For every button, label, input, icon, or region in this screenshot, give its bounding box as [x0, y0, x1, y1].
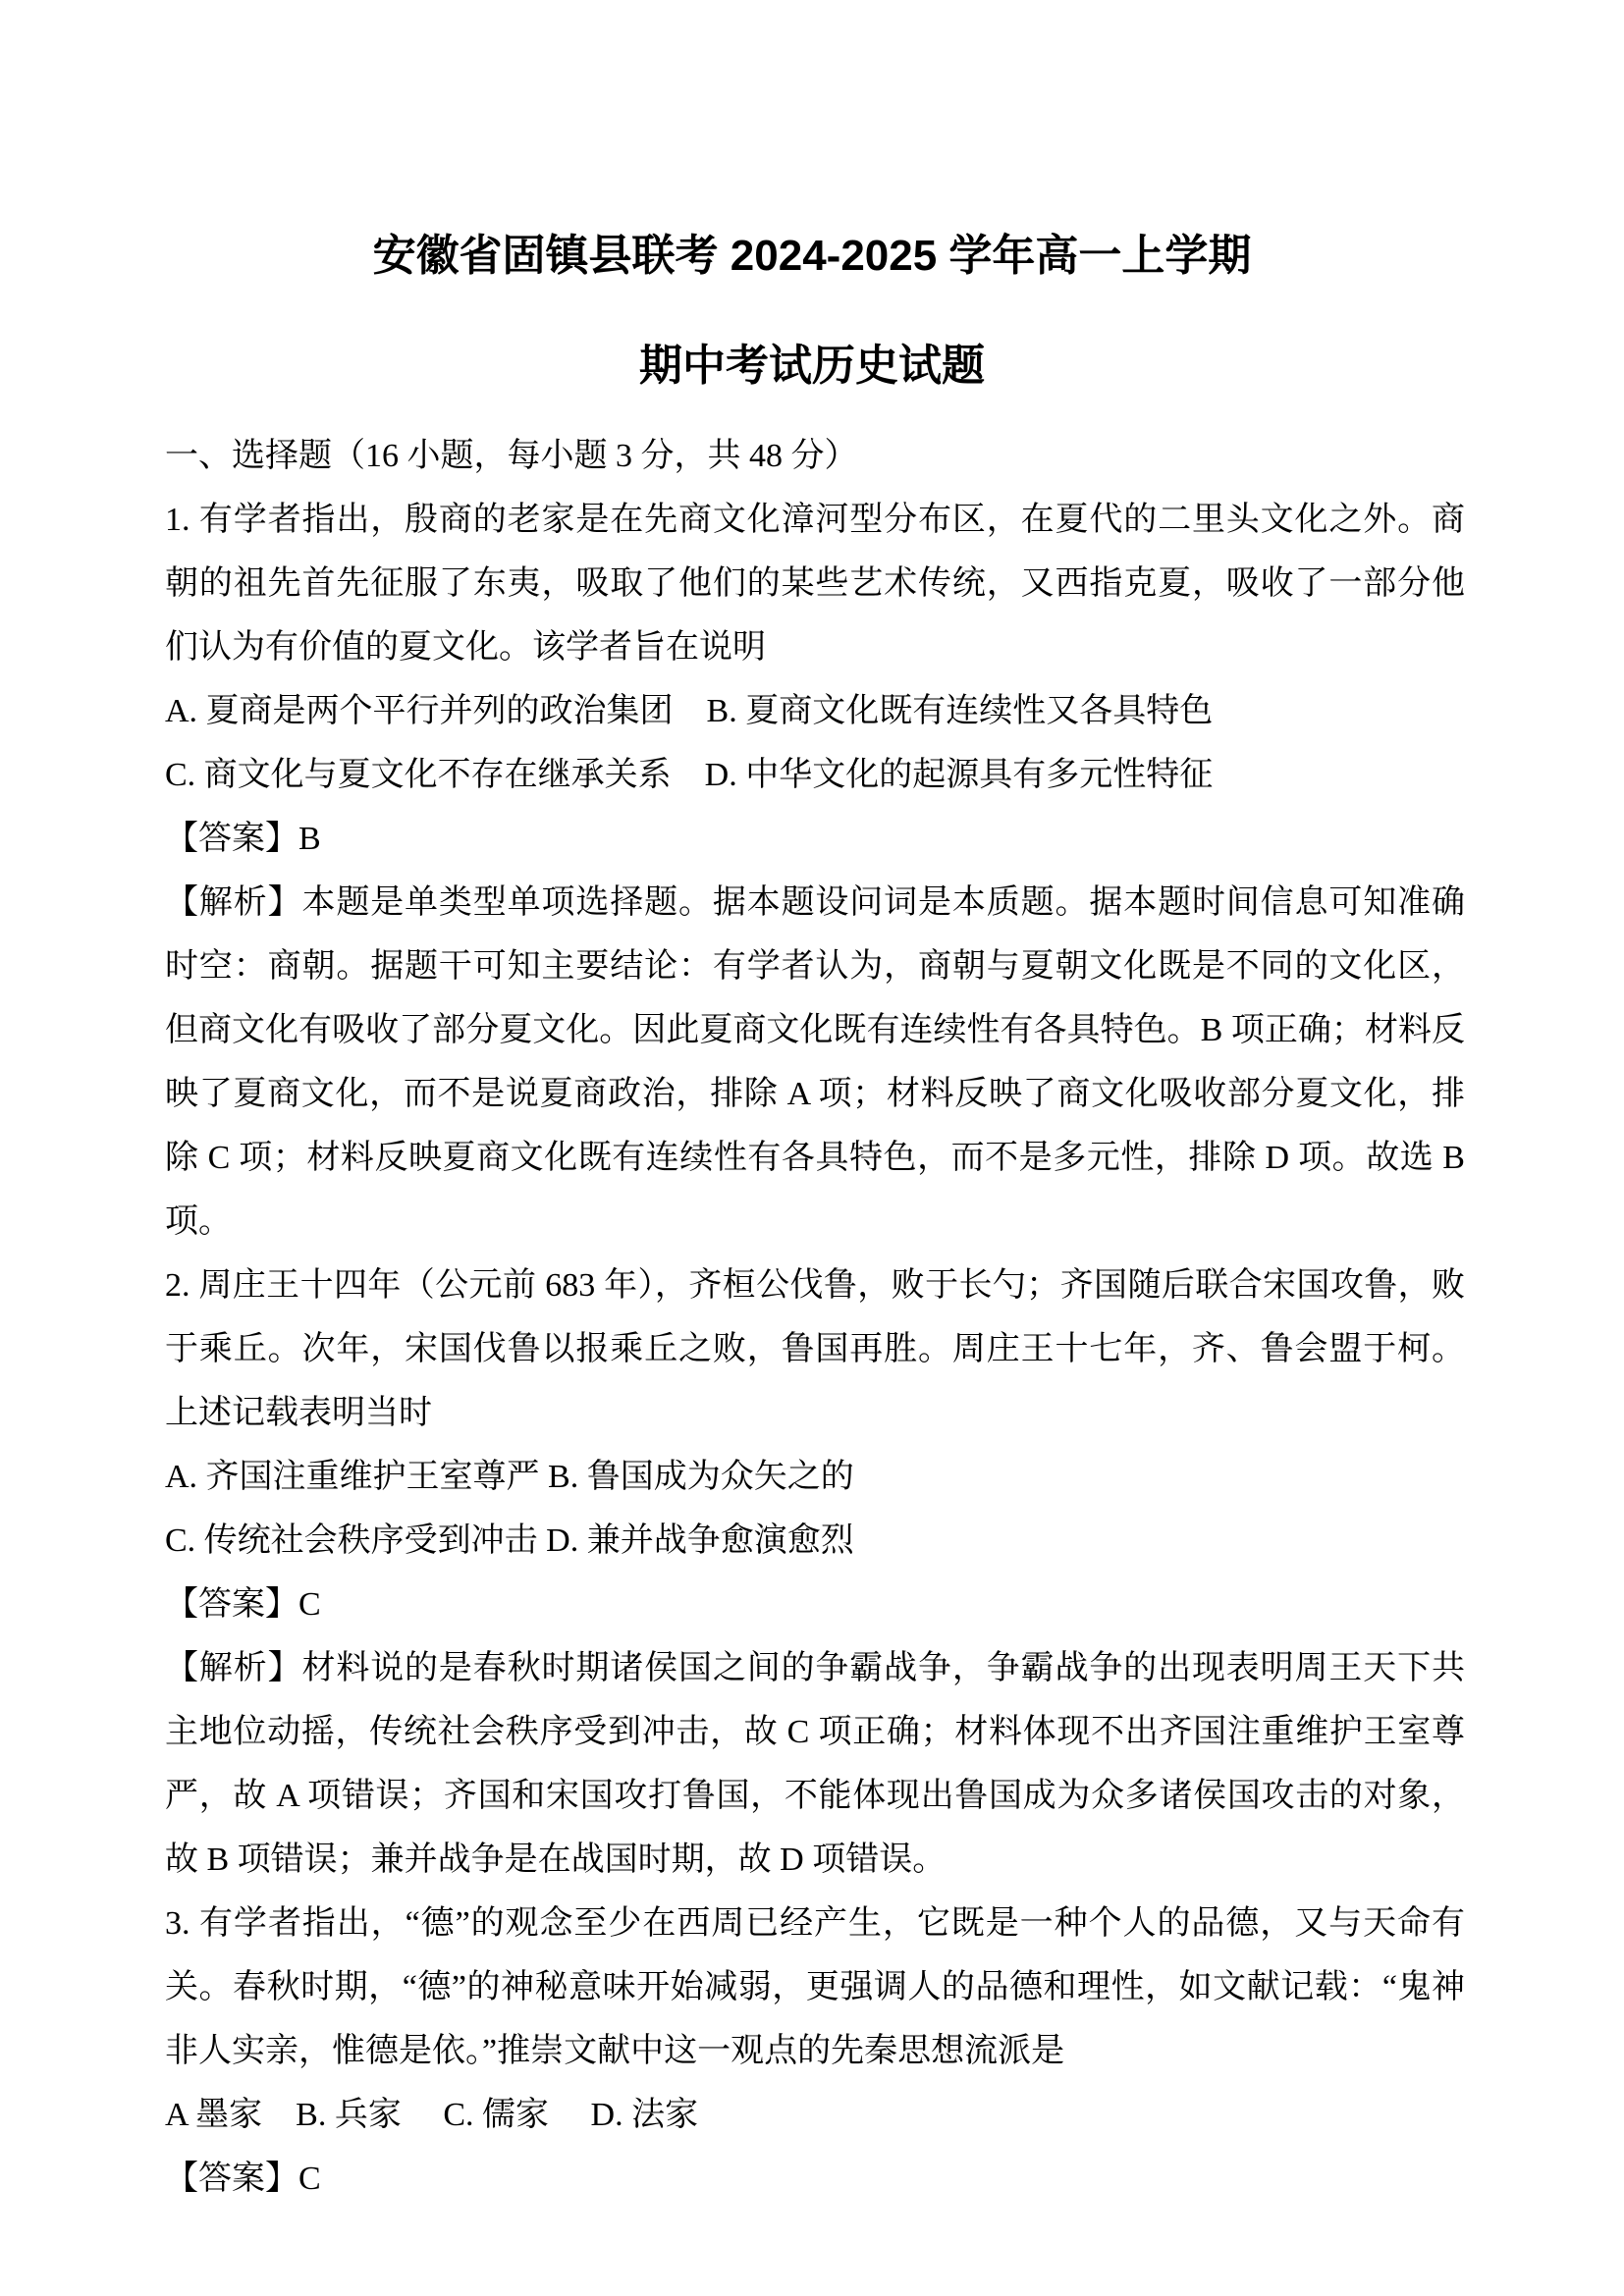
section-header: 一、选择题（16 小题，每小题 3 分，共 48 分） [165, 438, 858, 475]
question-3-answer: 【答案】C [165, 2161, 321, 2198]
question-1-stem: 1. 有学者指出，殷商的老家是在先商文化漳河型分布区，在夏代的二里头文化之外。商朝的祖先首先征服了东夷，吸取了他们的某些艺术传统，又西指克夏，吸收了一部分他们认为有价值的夏文化。该学者旨在说明 [165, 502, 1465, 667]
question-2-analysis: 【解析】材料说的是春秋时期诸侯国之间的争霸战争，争霸战争的出现表明周王天下共主地位动摇，传统社会秩序受到冲击，故 C 项正确；材料体现不出齐国注重维护王室尊严，故 A 项错误；齐国和宋国攻打鲁国，不能体现出鲁国成为众多诸侯国攻击的对象，故 B 项错误；兼并战争是在战国时期，故 D 项错误。 [165, 1650, 1465, 1879]
question-1-options-line-2: C. 商文化与夏文化不存在继承关系 D. 中华文化的起源具有多元性特征 [165, 757, 1214, 794]
question-2-options-line-1: A. 齐国注重维护王室尊严 B. 鲁国成为众矢之的 [165, 1459, 854, 1496]
question-1-answer: 【答案】B [165, 821, 321, 858]
question-2-answer: 【答案】C [165, 1586, 321, 1624]
exam-title-line1: 安徽省固镇县联考 2024-2025 学年高一上学期 [372, 232, 1252, 280]
question-1-analysis: 【解析】本题是单类型单项选择题。据本题设问词是本质题。据本题时间信息可知准确时空：商朝。据题干可知主要结论：有学者认为，商朝与夏朝文化既是不同的文化区，但商文化有吸收了部分夏文化。因此夏商文化既有连续性有各具特色。B 项正确；材料反映了夏商文化，而不是说夏商政治，排除 A 项；材料反映了商文化吸收部分夏文化，排除 C 项；材料反映夏商文化既有连续性有各具特色，而不是多元性，排除 D 项。故选 B 项。 [165, 884, 1465, 1241]
question-2-stem: 2. 周庄王十四年（公元前 683 年），齐桓公伐鲁，败于长勺；齐国随后联合宋国攻鲁，败于乘丘。次年，宋国伐鲁以报乘丘之败，鲁国再胜。周庄王十七年，齐、鲁会盟于柯。上述记载表明当时 [165, 1267, 1465, 1432]
exam-title-line2: 期中考试历史试题 [639, 342, 985, 391]
question-3-stem: 3. 有学者指出，“德”的观念至少在西周已经产生，它既是一种个人的品德，又与天命有关。春秋时期，“德”的神秘意味开始减弱，更强调人的品德和理性，如文献记载：“鬼神非人实亲，惟德是依。”推崇文献中这一观点的先秦思想流派是 [165, 1905, 1465, 2070]
question-2-options-line-2: C. 传统社会秩序受到冲击 D. 兼并战争愈演愈烈 [165, 1522, 854, 1560]
exam-body [165, 424, 1465, 2211]
question-1-options-line-1: A. 夏商是两个平行并列的政治集团 B. 夏商文化既有连续性又各具特色 [165, 693, 1214, 730]
question-3-options-line-1: A 墨家 B. 兵家 C. 儒家 D. 法家 [165, 2097, 699, 2134]
